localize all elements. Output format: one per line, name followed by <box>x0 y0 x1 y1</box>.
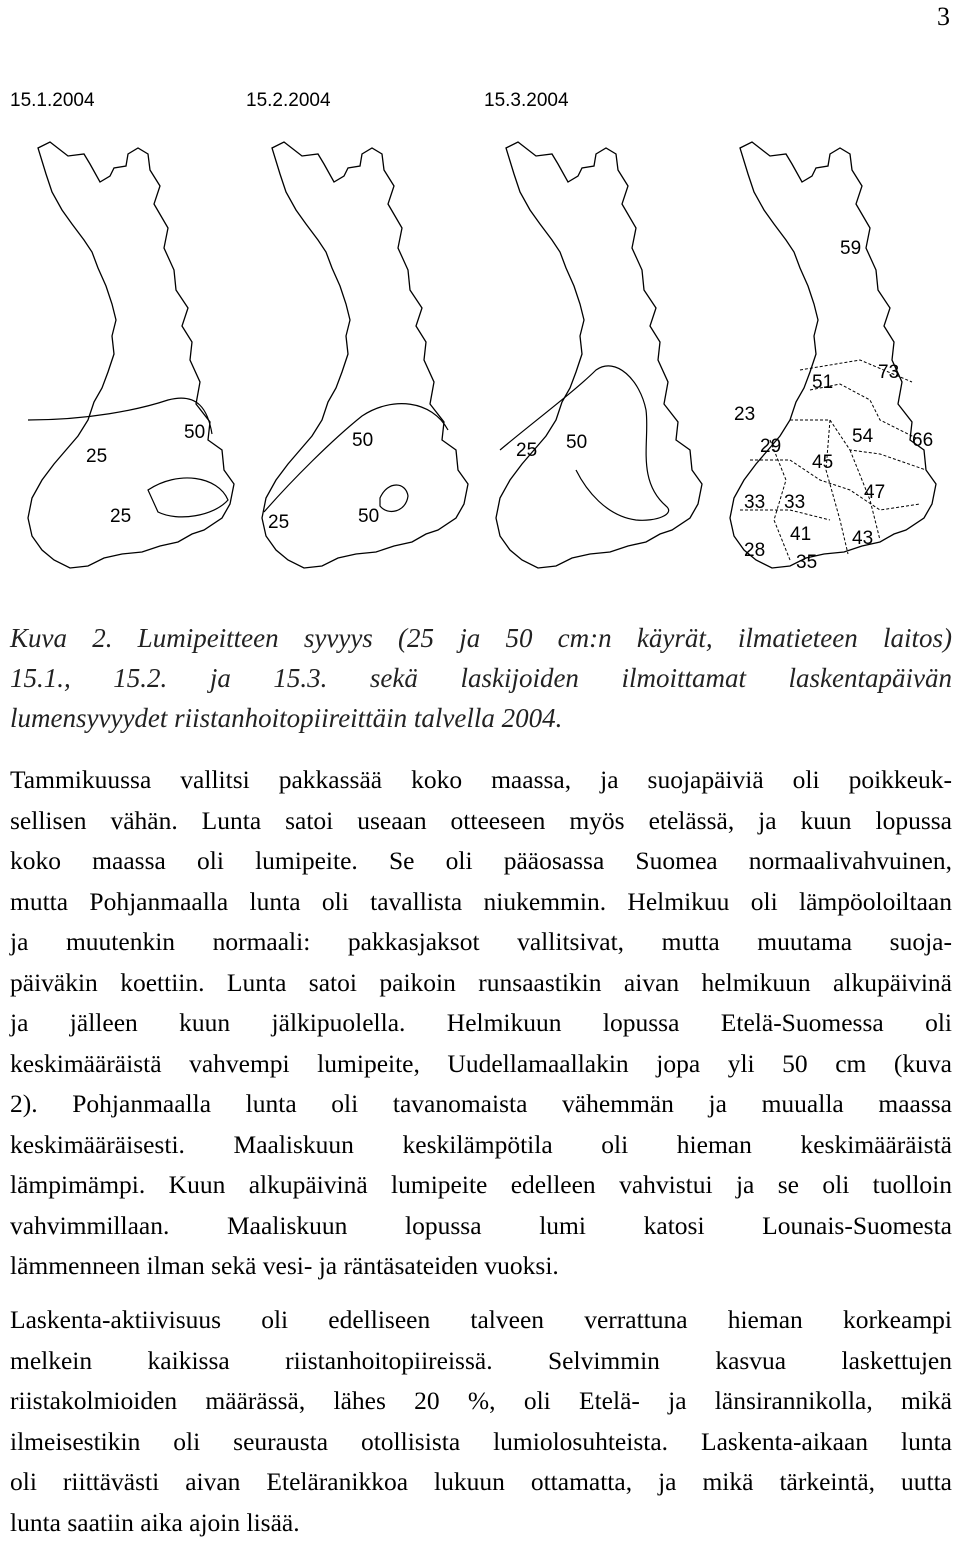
map-label: 35 <box>796 552 817 573</box>
map-date-feb: 15.2.2004 <box>246 90 331 112</box>
map-label: 25 <box>516 440 537 461</box>
map-label: 25 <box>110 506 131 527</box>
text-line: mutta Pohjanmaalla lunta oli tavallista niukemmin. Helmikuu oli lämpöoloiltaan <box>10 882 952 923</box>
map-label: 45 <box>812 452 833 473</box>
body-paragraph-2 <box>10 1300 952 1543</box>
text-line: ja muutenkin normaali: pakkasjaksot vallitsivat, mutta muutama suoja- <box>10 922 952 963</box>
map-date-mar: 15.3.2004 <box>484 90 569 112</box>
map-date-jan: 15.1.2004 <box>10 90 95 112</box>
map-label: 33 <box>744 492 765 513</box>
map-label: 43 <box>852 528 873 549</box>
text-line: lunta saatiin aika ajoin lisää. <box>10 1503 952 1543</box>
finland-outline <box>28 142 234 568</box>
map-label: 50 <box>184 422 205 443</box>
contour-25 <box>264 404 448 512</box>
body-paragraph-1 <box>10 760 952 1287</box>
map-label: 23 <box>734 404 755 425</box>
map-label: 25 <box>268 512 289 533</box>
page-number: 3 <box>937 2 950 32</box>
text-line: päiväkin koettiin. Lunta satoi paikoin runsaastikin aivan helmikuun alkupäivinä <box>10 963 952 1004</box>
text-line: koko maassa oli lumipeite. Se oli pääosassa Suomea normaalivahvuinen, <box>10 841 952 882</box>
text-line: ja jälleen kuun jälkipuolella. Helmikuun lopussa Etelä-Suomessa oli <box>10 1003 952 1044</box>
text-line: melkein kaikissa riistanhoitopiireissä. Selvimmin kasvua laskettujen <box>10 1341 952 1382</box>
map-label: 33 <box>784 492 805 513</box>
finland-outline <box>496 142 702 568</box>
text-line: Tammikuussa vallitsi pakkassää koko maassa, ja suojapäiviä oli poikkeuk- <box>10 760 952 801</box>
text-line: Laskenta-aktiivisuus oli edelliseen talveen verrattuna hieman korkeampi <box>10 1300 952 1341</box>
caption-line: lumensyvyydet riistanhoitopiireittäin talvella 2004. <box>10 698 952 738</box>
map-label: 54 <box>852 426 874 447</box>
map-label: 47 <box>864 482 885 503</box>
contour-50 <box>148 478 228 517</box>
text-line: riistakolmioiden määrässä, lähes 20 %, oli Etelä- ja länsirannikolla, mikä <box>10 1381 952 1422</box>
map-label: 59 <box>840 238 861 259</box>
map-label: 28 <box>744 540 765 561</box>
map-label: 29 <box>760 436 781 457</box>
text-line: keskimääräistä vahvempi lumipeite, Uudellamaallakin jopa yli 50 cm (kuva <box>10 1044 952 1085</box>
map-jan <box>28 142 234 568</box>
map-label: 50 <box>358 506 379 527</box>
finland-outline <box>262 142 468 568</box>
text-line: vahvimmillaan. Maaliskuun lopussa lumi katosi Lounais-Suomesta <box>10 1206 952 1247</box>
map-label: 25 <box>86 446 107 467</box>
map-label: 66 <box>912 430 933 451</box>
map-feb <box>262 142 468 568</box>
map-mar <box>496 142 702 568</box>
contour-50 <box>380 485 408 511</box>
text-line: lämmenneen ilman sekä vesi- ja räntäsateiden vuoksi. <box>10 1246 952 1287</box>
text-line: sellisen vähän. Lunta satoi useaan otteeseen myös etelässä, ja kuun lopussa <box>10 801 952 842</box>
text-line: 2). Pohjanmaalla lunta oli tavanomaista vähemmän ja muualla maassa <box>10 1084 952 1125</box>
text-line: keskimääräisesti. Maaliskuun keskilämpötila oli hieman keskimääräistä <box>10 1125 952 1166</box>
map-label: 51 <box>812 372 833 393</box>
figure-caption <box>10 618 952 738</box>
map-label: 50 <box>566 432 587 453</box>
text-line: lämpimämpi. Kuun alkupäivinä lumipeite edelleen vahvistui ja se oli tuolloin <box>10 1165 952 1206</box>
caption-line: 15.1., 15.2. ja 15.3. sekä laskijoiden ilmoittamat laskentapäivän <box>10 658 952 698</box>
caption-line: Kuva 2. Lumipeitteen syvyys (25 ja 50 cm:n käyrät, ilmatieteen laitos) <box>10 618 952 658</box>
snow-depth-maps <box>0 0 960 600</box>
map-label: 50 <box>352 430 373 451</box>
text-line: oli riittävästi aivan Eteläranikkoa lukuun ottamatta, ja mikä tärkeintä, uutta <box>10 1462 952 1503</box>
map-label: 73 <box>878 362 899 383</box>
map-label: 41 <box>790 524 811 545</box>
text-line: ilmeisestikin oli seurausta otollisista lumiolosuhteista. Laskenta-aikaan lunta <box>10 1422 952 1463</box>
